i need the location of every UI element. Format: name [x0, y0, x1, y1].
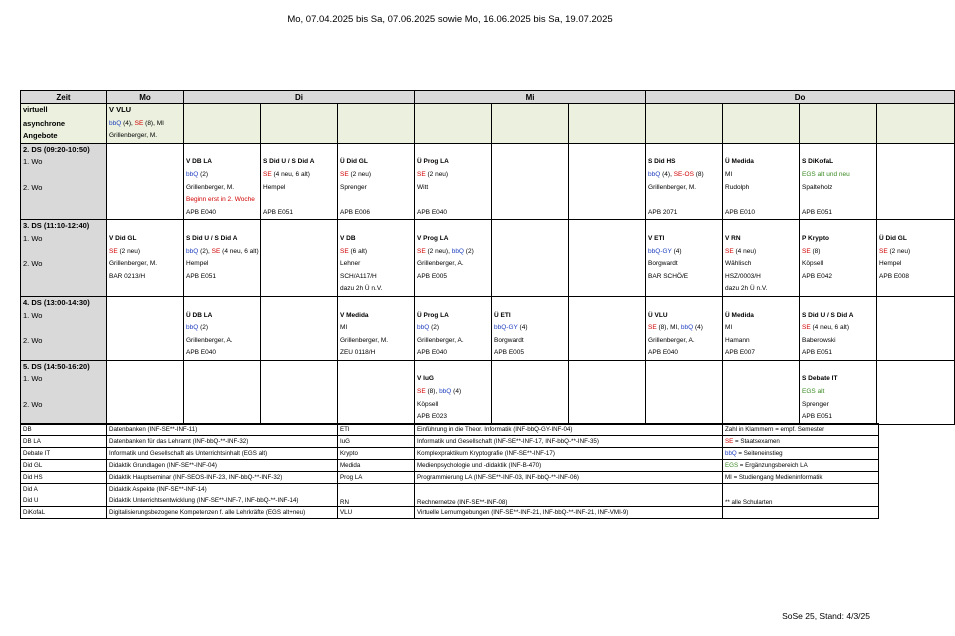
course-title: V Did GL: [107, 233, 184, 246]
course-room: APB E040: [415, 207, 492, 220]
page-title: Mo, 07.04.2025 bis Sa, 07.06.2025 sowie Mo, 16.06.2025 bis Sa, 19.07.2025: [287, 14, 613, 25]
course-title: Ü Did GL: [877, 233, 955, 246]
course-room: APB E042: [800, 271, 877, 284]
row-label: Angebote: [21, 130, 107, 143]
course-note: dazu 2h Ü n.V.: [723, 283, 800, 296]
course-va-mo-person: Grillenberger, M.: [107, 130, 184, 143]
course-room: APB E005: [492, 347, 569, 360]
course-title: S Did U / S Did A: [800, 310, 877, 323]
course-room: APB E006: [338, 207, 415, 220]
course-title: Ü Prog LA: [415, 156, 492, 169]
course-room: APB E040: [184, 207, 261, 220]
course-room: APB E040: [415, 347, 492, 360]
course-room: SCH/A117/H: [338, 271, 415, 284]
legend-table: [20, 423, 879, 519]
course-note: Beginn erst in 2. Woche: [184, 194, 261, 207]
timetable: [20, 90, 955, 425]
course-room: APB E051: [184, 271, 261, 284]
course-room: APB E023: [415, 411, 492, 424]
row-label: asynchrone: [21, 118, 107, 131]
course-title: S Did HS: [646, 156, 723, 169]
course-room: BAR 0213/H: [107, 271, 184, 284]
legend-row: Did GL Didaktik Grundlagen (INF-SE**-INF-04) Medida Medienpsychologie und -didaktik (INF-B-470) EGS = Ergänzungsbereich LA: [21, 460, 879, 472]
course-title: V DB LA: [184, 156, 261, 169]
course-title: V RN: [723, 233, 800, 246]
legend-row: DiKofaL Digitalisierungsbezogene Kompetenzen f. alle Lehrkräfte (EGS alt+neu) VLU Virtuelle Lernumgebungen (INF-SE**-INF-21, INF-bbQ-**-INF-21, INF-VMI-9): [21, 507, 879, 519]
course-title: P Krypto: [800, 233, 877, 246]
legend-row: DB Datenbanken (INF-SE**-INF-11) ETI Einführung in die Theor. Informatik (INF-bbQ-GY-INF-04) Zahl in Klammern = empf. Semester: [21, 424, 879, 436]
course-room: APB E010: [723, 207, 800, 220]
footer-stand: SoSe 25, Stand: 4/3/25: [782, 611, 870, 621]
course-room: APB E040: [184, 347, 261, 360]
course-title: Ü DB LA: [184, 310, 261, 323]
course-va-mo: V VLU: [107, 104, 184, 118]
course-room: BAR SCHÖ/E: [646, 271, 723, 284]
legend-row: Did A Did U Didaktik Aspekte (INF-SE**-INF-14) Didaktik Unterrichtsentwicklung (INF-SE**-INF-7, INF-bbQ-**-INF-14) RN Rechnernetze (INF-SE**-INF-08) ** alle Schularten: [21, 484, 879, 507]
row-label: virtuell: [21, 104, 107, 118]
course-title: V Prog LA: [415, 233, 492, 246]
course-room: APB E051: [800, 347, 877, 360]
course-room: APB 2071: [646, 207, 723, 220]
course-note: dazu 2h Ü n.V.: [338, 283, 415, 296]
course-va-mo-groups: bbQ (4), SE (8), MI: [107, 118, 184, 131]
course-title: Ü Did GL: [338, 156, 415, 169]
course-title: S Did U / S Did A: [184, 233, 261, 246]
course-room: APB E051: [800, 411, 877, 424]
course-title: Ü Medida: [723, 310, 800, 323]
course-room: APB E040: [646, 347, 723, 360]
course-room: ZEU 0118/H: [338, 347, 415, 360]
course-room: APB E008: [877, 271, 955, 284]
course-title: Ü ETI: [492, 310, 569, 323]
course-title: S DiKofaL: [800, 156, 877, 169]
course-room: APB E051: [261, 207, 338, 220]
legend-row: Debate IT Informatik und Gesellschaft als Unterrichtsinhalt (EGS alt) Krypto Komplexpraktikum Kryptografie (INF-SE**-INF-17) bbQ = Seiteneinstieg: [21, 448, 879, 460]
course-title: V ETI: [646, 233, 723, 246]
block-ds4: 4. DS (13:00-14:30) 1. Wo Ü DB LA V Medida Ü Prog LA Ü ETI Ü VLU Ü Medida S Did U / S Did A bbQ (2) MI bbQ (2) bbQ-GY (4) SE (8), MI, bbQ (4) MI SE (4 neu, 6 alt) 2. Wo Grillenberger, A. Grillenberger, M. Grillenberger, A. Borgwardt Grillenberger, A. Hamann Baberowski APB E040 ZEU 0118/H APB E040 APB E005 APB E040 APB E007 APB E051: [21, 296, 955, 360]
header-row: [21, 91, 955, 104]
course-title: V IuG: [415, 373, 492, 386]
block-virtuell: [21, 104, 955, 144]
header-di: Di: [184, 91, 415, 104]
course-room: APB E007: [723, 347, 800, 360]
block-ds2: 2. DS (09:20-10:50) 1. Wo V DB LA S Did U / S Did A Ü Did GL Ü Prog LA S Did HS Ü Medida S DiKofaL bbQ (2) SE (4 neu, 6 alt) SE (2 neu) SE (2 neu) bbQ (4), SE-OS (8) MI EGS alt und neu 2. Wo Grillenberger, M. Hempel Sprenger Witt Grillenberger, M. Rudolph Spalteholz Beginn erst in 2. Woche APB E040 APB E051 APB E006 APB E040 APB 2071 APB E010 APB E051: [21, 143, 955, 220]
header-zeit: Zeit: [21, 91, 107, 104]
block-ds5: 5. DS (14:50-16:20) 1. Wo V IuG S Debate IT SE (8), bbQ (4) EGS alt 2. Wo Köpsell Sprenger APB E023 APB E051: [21, 360, 955, 424]
course-title: S Debate IT: [800, 373, 877, 386]
course-title: V DB: [338, 233, 415, 246]
course-title: Ü Prog LA: [415, 310, 492, 323]
header-do: Do: [646, 91, 955, 104]
course-title: Ü VLU: [646, 310, 723, 323]
course-title: V Medida: [338, 310, 415, 323]
header-mi: Mi: [415, 91, 646, 104]
header-mo: Mo: [107, 91, 184, 104]
legend-row: DB LA Datenbanken für das Lehramt (INF-bbQ-**-INF-32) IuG Informatik und Gesellschaft (INF-SE**-INF-17, INF-bbQ-**-INF-35) SE = Staatsexamen: [21, 436, 879, 448]
course-room: APB E051: [800, 207, 877, 220]
course-room: HSZ/0003/H: [723, 271, 800, 284]
block-ds3: 3. DS (11:10-12:40) 1. Wo V Did GL S Did U / S Did A V DB V Prog LA V ETI V RN P Krypto Ü Did GL SE (2 neu) bbQ (2), SE (4 neu, 6 alt) SE (6 alt) SE (2 neu), bbQ (2) bbQ-GY (4) SE (4 neu) SE (8) SE (2 neu) 2. Wo Grillenberger, M. Hempel Lehner Grillenberger, A. Borgwardt Wählisch Köpsell Hempel BAR 0213/H APB E051 SCH/A117/H APB E005 BAR SCHÖ/E HSZ/0003/H APB E042 APB E008 dazu 2h Ü n.V. dazu 2h Ü n.V.: [21, 220, 955, 297]
course-room: APB E005: [415, 271, 492, 284]
legend-row: Did HS Didaktik Hauptseminar (INF-SEOS-INF-23, INF-bbQ-**-INF-32) Prog LA Programmierung LA (INF-SE**-INF-03, INF-bbQ-**-INF-06) MI = Studiengang Medieninformatik: [21, 472, 879, 484]
course-title: S Did U / S Did A: [261, 156, 338, 169]
course-title: Ü Medida: [723, 156, 800, 169]
